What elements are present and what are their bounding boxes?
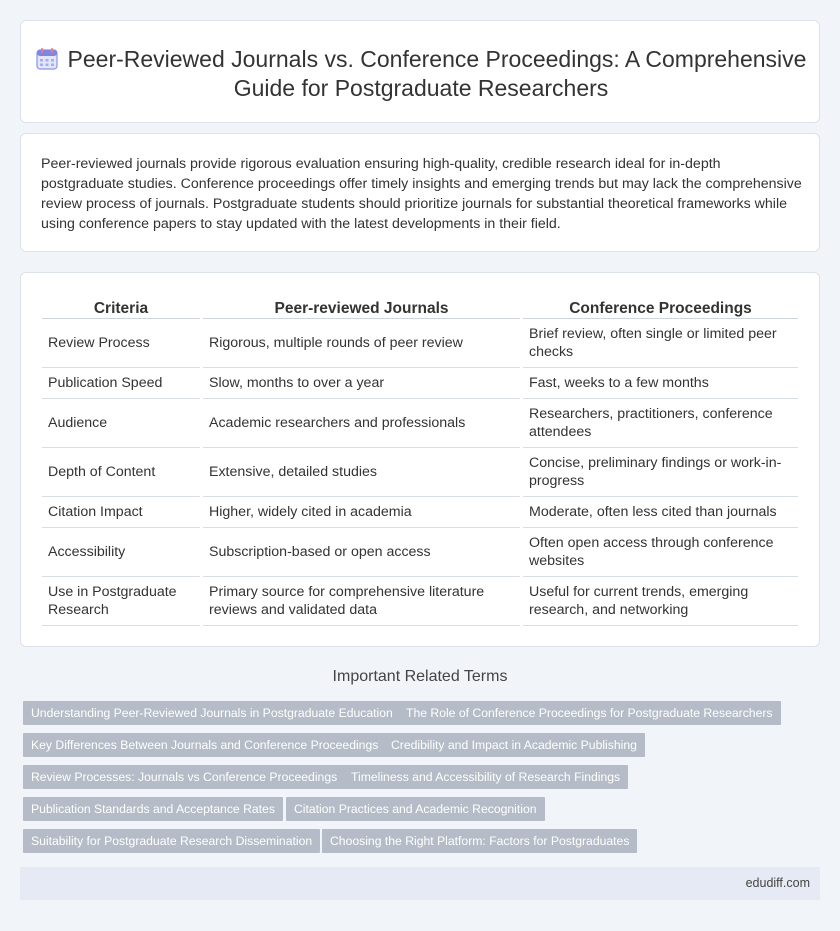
table-cell: Extensive, detailed studies (203, 447, 520, 496)
table-cell: Moderate, often less cited than journals (523, 496, 798, 527)
table-cell: Useful for current trends, emerging research, and networking (523, 576, 798, 625)
table-header-row (42, 295, 798, 318)
table-row (42, 447, 798, 496)
header-card (20, 20, 820, 123)
table-cell: Depth of Content (42, 447, 200, 496)
table-row (42, 496, 798, 527)
related-term-tag[interactable]: Suitability for Postgraduate Research Dissemination (23, 829, 320, 853)
table-row (42, 367, 798, 398)
related-term-tag[interactable]: Citation Practices and Academic Recognition (286, 797, 545, 821)
related-term-tag[interactable]: The Role of Conference Proceedings for Postgraduate Researchers (398, 701, 781, 725)
page-title-wrap (21, 45, 821, 103)
related-terms-title: Important Related Terms (332, 668, 508, 685)
calendar-icon (36, 48, 58, 70)
table-cell: Concise, preliminary findings or work-in-progress (523, 447, 798, 496)
column-header-conferences: Conference Proceedings (523, 295, 798, 318)
comparison-table (42, 295, 798, 626)
footer (20, 867, 820, 900)
table-cell: Researchers, practitioners, conference attendees (523, 398, 798, 447)
table-row (42, 398, 798, 447)
summary-text: Peer-reviewed journals provide rigorous evaluation ensuring high-quality, credible research ideal for in-depth postgraduate studies. Conference proceedings offer timely insights and emerging trends but may lack the comprehensive review process of journals. Postgraduate students should prioritize journals for substantial theoretical frameworks while using conference papers to stay updated with the latest developments in their field. (41, 156, 802, 232)
column-header-criteria: Criteria (42, 295, 200, 318)
related-term-tag[interactable]: Timeliness and Accessibility of Research Findings (343, 765, 628, 789)
table-cell: Fast, weeks to a few months (523, 367, 798, 398)
table-cell: Accessibility (42, 527, 200, 576)
table-cell: Review Process (42, 318, 200, 367)
table-cell: Publication Speed (42, 367, 200, 398)
related-term-tag[interactable]: Understanding Peer-Reviewed Journals in Postgraduate Education (23, 701, 401, 725)
table-row (42, 527, 798, 576)
table-cell: Rigorous, multiple rounds of peer review (203, 318, 520, 367)
table-cell: Higher, widely cited in academia (203, 496, 520, 527)
table-cell: Academic researchers and professionals (203, 398, 520, 447)
table-cell: Brief review, often single or limited peer checks (523, 318, 798, 367)
table-cell: Citation Impact (42, 496, 200, 527)
footer-brand[interactable]: edudiff.com (745, 876, 810, 890)
table-row (42, 318, 798, 367)
related-term-tag[interactable]: Review Processes: Journals vs Conference Proceedings (23, 765, 345, 789)
table-cell: Use in Postgraduate Research (42, 576, 200, 625)
comparison-table-card (20, 272, 820, 647)
related-term-tag[interactable]: Key Differences Between Journals and Conference Proceedings (23, 733, 386, 757)
table-cell: Subscription-based or open access (203, 527, 520, 576)
column-header-journals: Peer-reviewed Journals (203, 295, 520, 318)
table-row (42, 576, 798, 625)
page-title: Peer-Reviewed Journals vs. Conference Proceedings: A Comprehensive Guide for Postgraduate Researchers (67, 46, 807, 101)
related-term-tag[interactable]: Publication Standards and Acceptance Rates (23, 797, 283, 821)
related-term-tag[interactable]: Credibility and Impact in Academic Publishing (383, 733, 645, 757)
table-cell: Primary source for comprehensive literature reviews and validated data (203, 576, 520, 625)
summary-card (20, 133, 820, 252)
related-term-tag[interactable]: Choosing the Right Platform: Factors for Postgraduates (322, 829, 637, 853)
table-cell: Audience (42, 398, 200, 447)
table-cell: Often open access through conference websites (523, 527, 798, 576)
table-cell: Slow, months to over a year (203, 367, 520, 398)
